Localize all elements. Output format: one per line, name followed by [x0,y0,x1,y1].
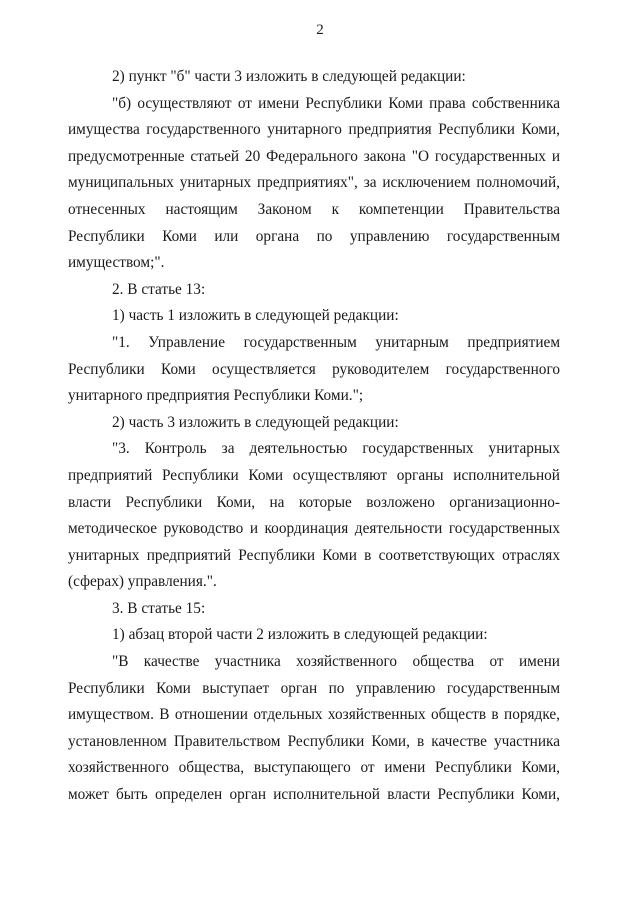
paragraph-4: 1) часть 1 изложить в следующей редакции: [112,307,399,325]
paragraph-8: 3. В статье 15: [112,599,206,617]
paragraph-6: 2) часть 3 изложить в следующей редакции: [112,413,399,431]
paragraph-2: "б) осуществляют от имени Республики Коми права собственника имущества государственного унитарного предприятия Республики Коми, предусмотренные статьей 20 Федерального закона "О государственных и муниципальных унитарных предприятиях", за исключением полномочий, отнесенных настоящим Законом к компетенции Правительства Республики Коми или органа по управлению государственным имуществом;". [68,94,560,272]
page-number: 2 [316,22,324,38]
paragraph-5: "1. Управление государственным унитарным предприятием Республики Коми осуществляется руководителем государственного унитарного предприятия Республики Коми."; [68,333,560,405]
paragraph-7: "3. Контроль за деятельностью государственных унитарных предприятий Республики Коми осуществляют органы исполнительной власти Республики Коми, на которые возложено организационно-методическое руководство и координация деятельности государственных унитарных предприятий Республики Коми в соответствующих отраслях (сферах) управления.". [68,440,560,591]
paragraph-10: "В качестве участника хозяйственного общества от имени Республики Коми выступает орган по управлению государственным имуществом. В отношении отдельных хозяйственных обществ в порядке, установленном Правительством Республики Коми, в качестве участника хозяйственного общества, выступающего от имени Республики Коми, может быть определен орган исполнительной власти Республики Коми, [68,653,560,804]
document-body [68,64,560,809]
paragraph-3: 2. В статье 13: [112,280,206,298]
paragraph-9: 1) абзац второй части 2 изложить в следующей редакции: [112,626,488,644]
paragraph-1: 2) пункт "б" части 3 изложить в следующей редакции: [112,68,466,85]
